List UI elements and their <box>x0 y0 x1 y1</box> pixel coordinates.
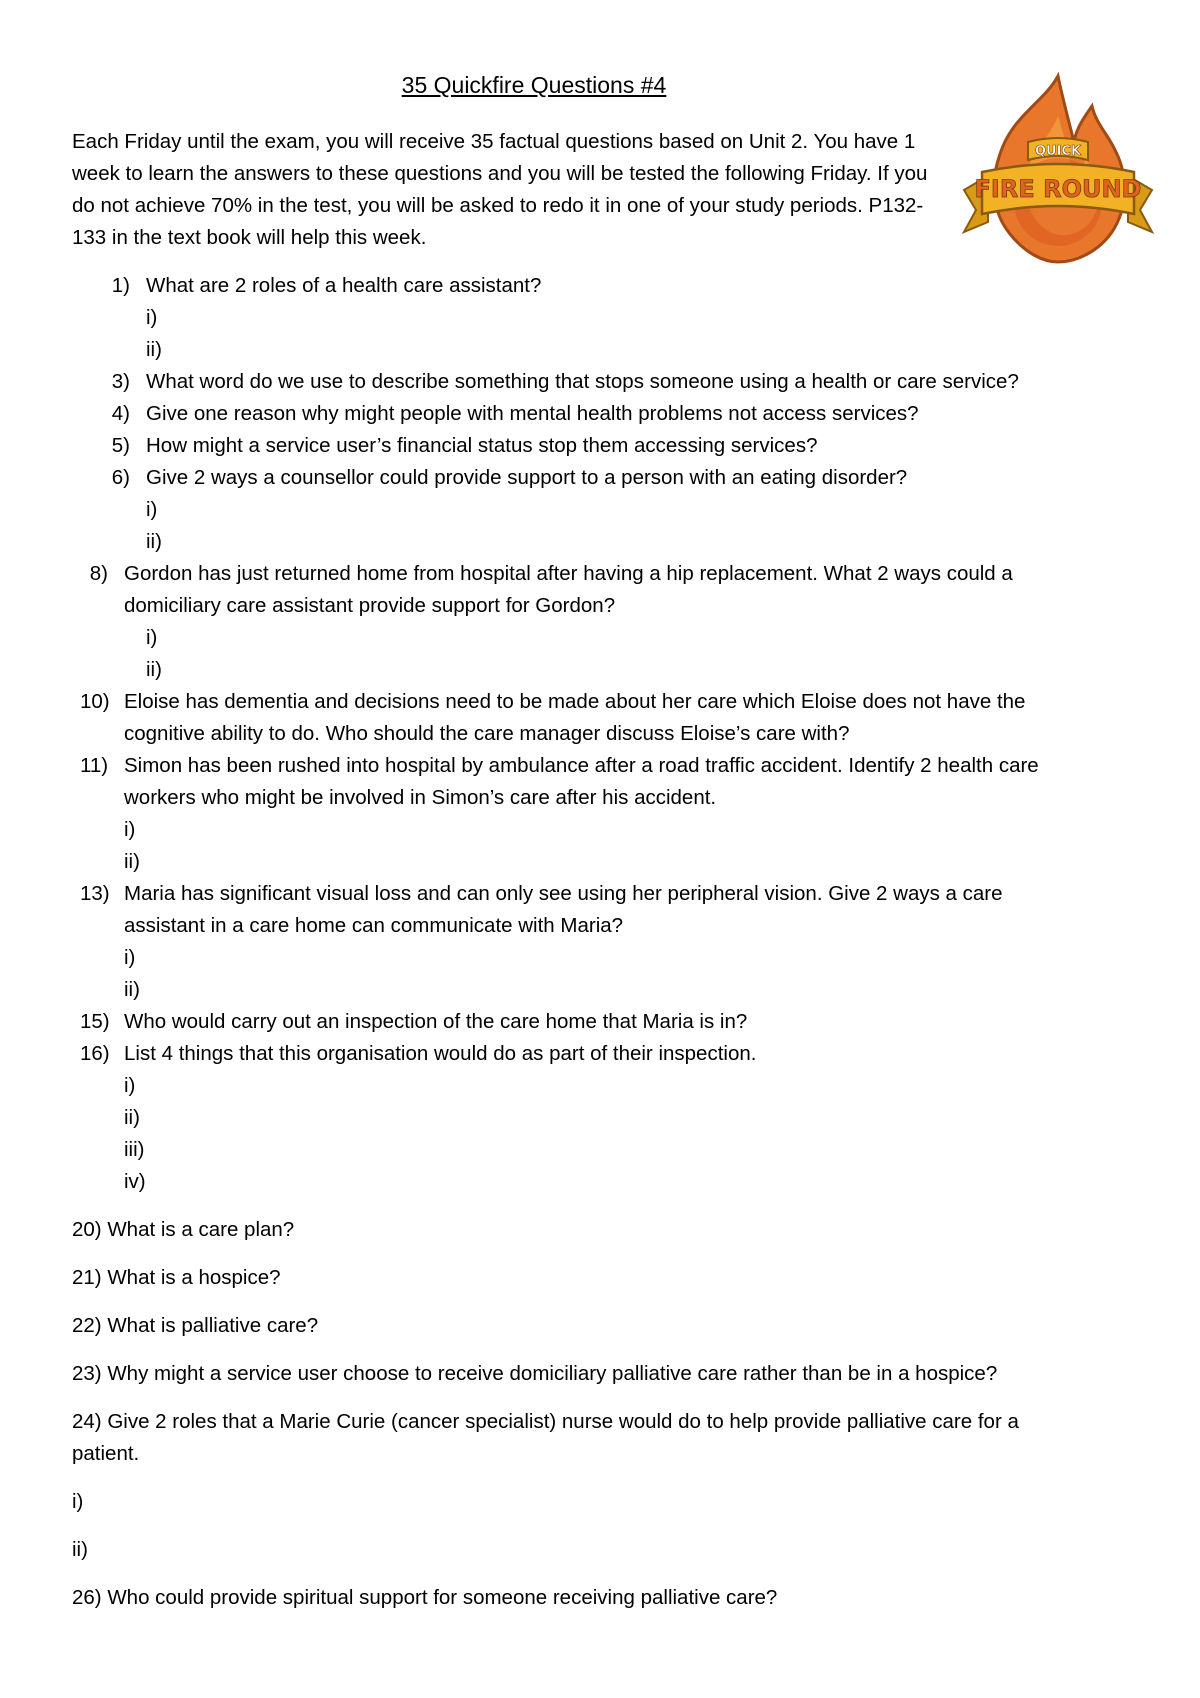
question-24-text-line-2: patient. <box>72 1442 140 1465</box>
question-10-text-line-1: Eloise has dementia and decisions need to be made about her care which Eloise does not have the <box>124 690 1026 713</box>
question-16-text: List 4 things that this organisation would do as part of their inspection. <box>124 1042 757 1065</box>
answer-marker: i) <box>146 306 158 329</box>
question-number: 4) <box>111 402 130 425</box>
answer-marker: i) <box>146 626 158 649</box>
question-11-text-line-1: Simon has been rushed into hospital by ambulance after a road traffic accident. Identify 2 health care <box>124 754 1039 777</box>
answer-marker: i) <box>124 946 136 969</box>
answer-marker: i) <box>72 1490 84 1513</box>
question-21-text: 21) What is a hospice? <box>72 1266 281 1289</box>
question-1-text: What are 2 roles of a health care assistant? <box>146 274 542 297</box>
question-6-text: Give 2 ways a counsellor could provide support to a person with an eating disorder? <box>146 466 908 489</box>
question-22-text: 22) What is palliative care? <box>72 1314 319 1337</box>
answer-marker: iii) <box>124 1138 145 1161</box>
question-26-text: 26) Who could provide spiritual support for someone receiving palliative care? <box>72 1586 778 1609</box>
question-15-text: Who would carry out an inspection of the care home that Maria is in? <box>124 1010 748 1033</box>
question-8-text-line-2: domiciliary care assistant provide support for Gordon? <box>124 594 616 617</box>
question-13-text-line-2: assistant in a care home can communicate with Maria? <box>124 914 624 937</box>
question-13-text-line-1: Maria has significant visual loss and can only see using her peripheral vision. Give 2 ways a care <box>124 882 1003 905</box>
answer-marker: ii) <box>146 338 162 361</box>
question-number: 13) <box>80 882 110 905</box>
question-number: 6) <box>111 466 130 489</box>
question-5-text: How might a service user’s financial status stop them accessing services? <box>146 434 818 457</box>
question-number: 15) <box>80 1010 110 1033</box>
question-20-text: 20) What is a care plan? <box>72 1218 295 1241</box>
question-10-text-line-2: cognitive ability to do. Who should the care manager discuss Eloise’s care with? <box>124 722 850 745</box>
question-number: 16) <box>80 1042 110 1065</box>
question-3-text: What word do we use to describe something that stops someone using a health or care service? <box>146 370 1019 393</box>
answer-marker: ii) <box>124 850 140 873</box>
question-number: 3) <box>111 370 130 393</box>
logo-bottom-text: FIRE ROUND <box>974 175 1142 203</box>
answer-marker: ii) <box>72 1538 88 1561</box>
question-number: 5) <box>111 434 130 457</box>
question-number: 1) <box>111 274 130 297</box>
answer-marker: i) <box>146 498 158 521</box>
question-number: 11) <box>80 754 109 777</box>
question-24-text-line-1: 24) Give 2 roles that a Marie Curie (cancer specialist) nurse would do to help provide palliative care for a <box>72 1410 1019 1433</box>
answer-marker: ii) <box>146 658 162 681</box>
answer-marker: ii) <box>124 1106 140 1129</box>
intro-paragraph: Each Friday until the exam, you will receive 35 factual questions based on Unit 2. You have 1 week to learn the answers to these questions and you will be tested the following Friday. If you do not achieve 70% in the test, you will be asked to redo it in one of your study periods. P132-133 in the text book will help this week. <box>72 130 928 249</box>
answer-marker: i) <box>124 1074 136 1097</box>
quick-fire-round-logo <box>958 72 1158 268</box>
question-4-text: Give one reason why might people with mental health problems not access services? <box>146 402 919 425</box>
question-number: 8) <box>89 562 108 585</box>
question-number: 10) <box>80 690 110 713</box>
answer-marker: ii) <box>124 978 140 1001</box>
question-8-text-line-1: Gordon has just returned home from hospital after having a hip replacement. What 2 ways could a <box>124 562 1013 585</box>
answer-marker: iv) <box>124 1170 146 1193</box>
question-23-text: 23) Why might a service user choose to receive domiciliary palliative care rather than be in a hospice? <box>72 1362 998 1385</box>
logo-top-text: QUICK <box>1034 144 1082 159</box>
question-11-text-line-2: workers who might be involved in Simon’s care after his accident. <box>124 786 717 809</box>
answer-marker: ii) <box>146 530 162 553</box>
page-title: 35 Quickfire Questions #4 <box>401 72 667 98</box>
answer-marker: i) <box>124 818 136 841</box>
